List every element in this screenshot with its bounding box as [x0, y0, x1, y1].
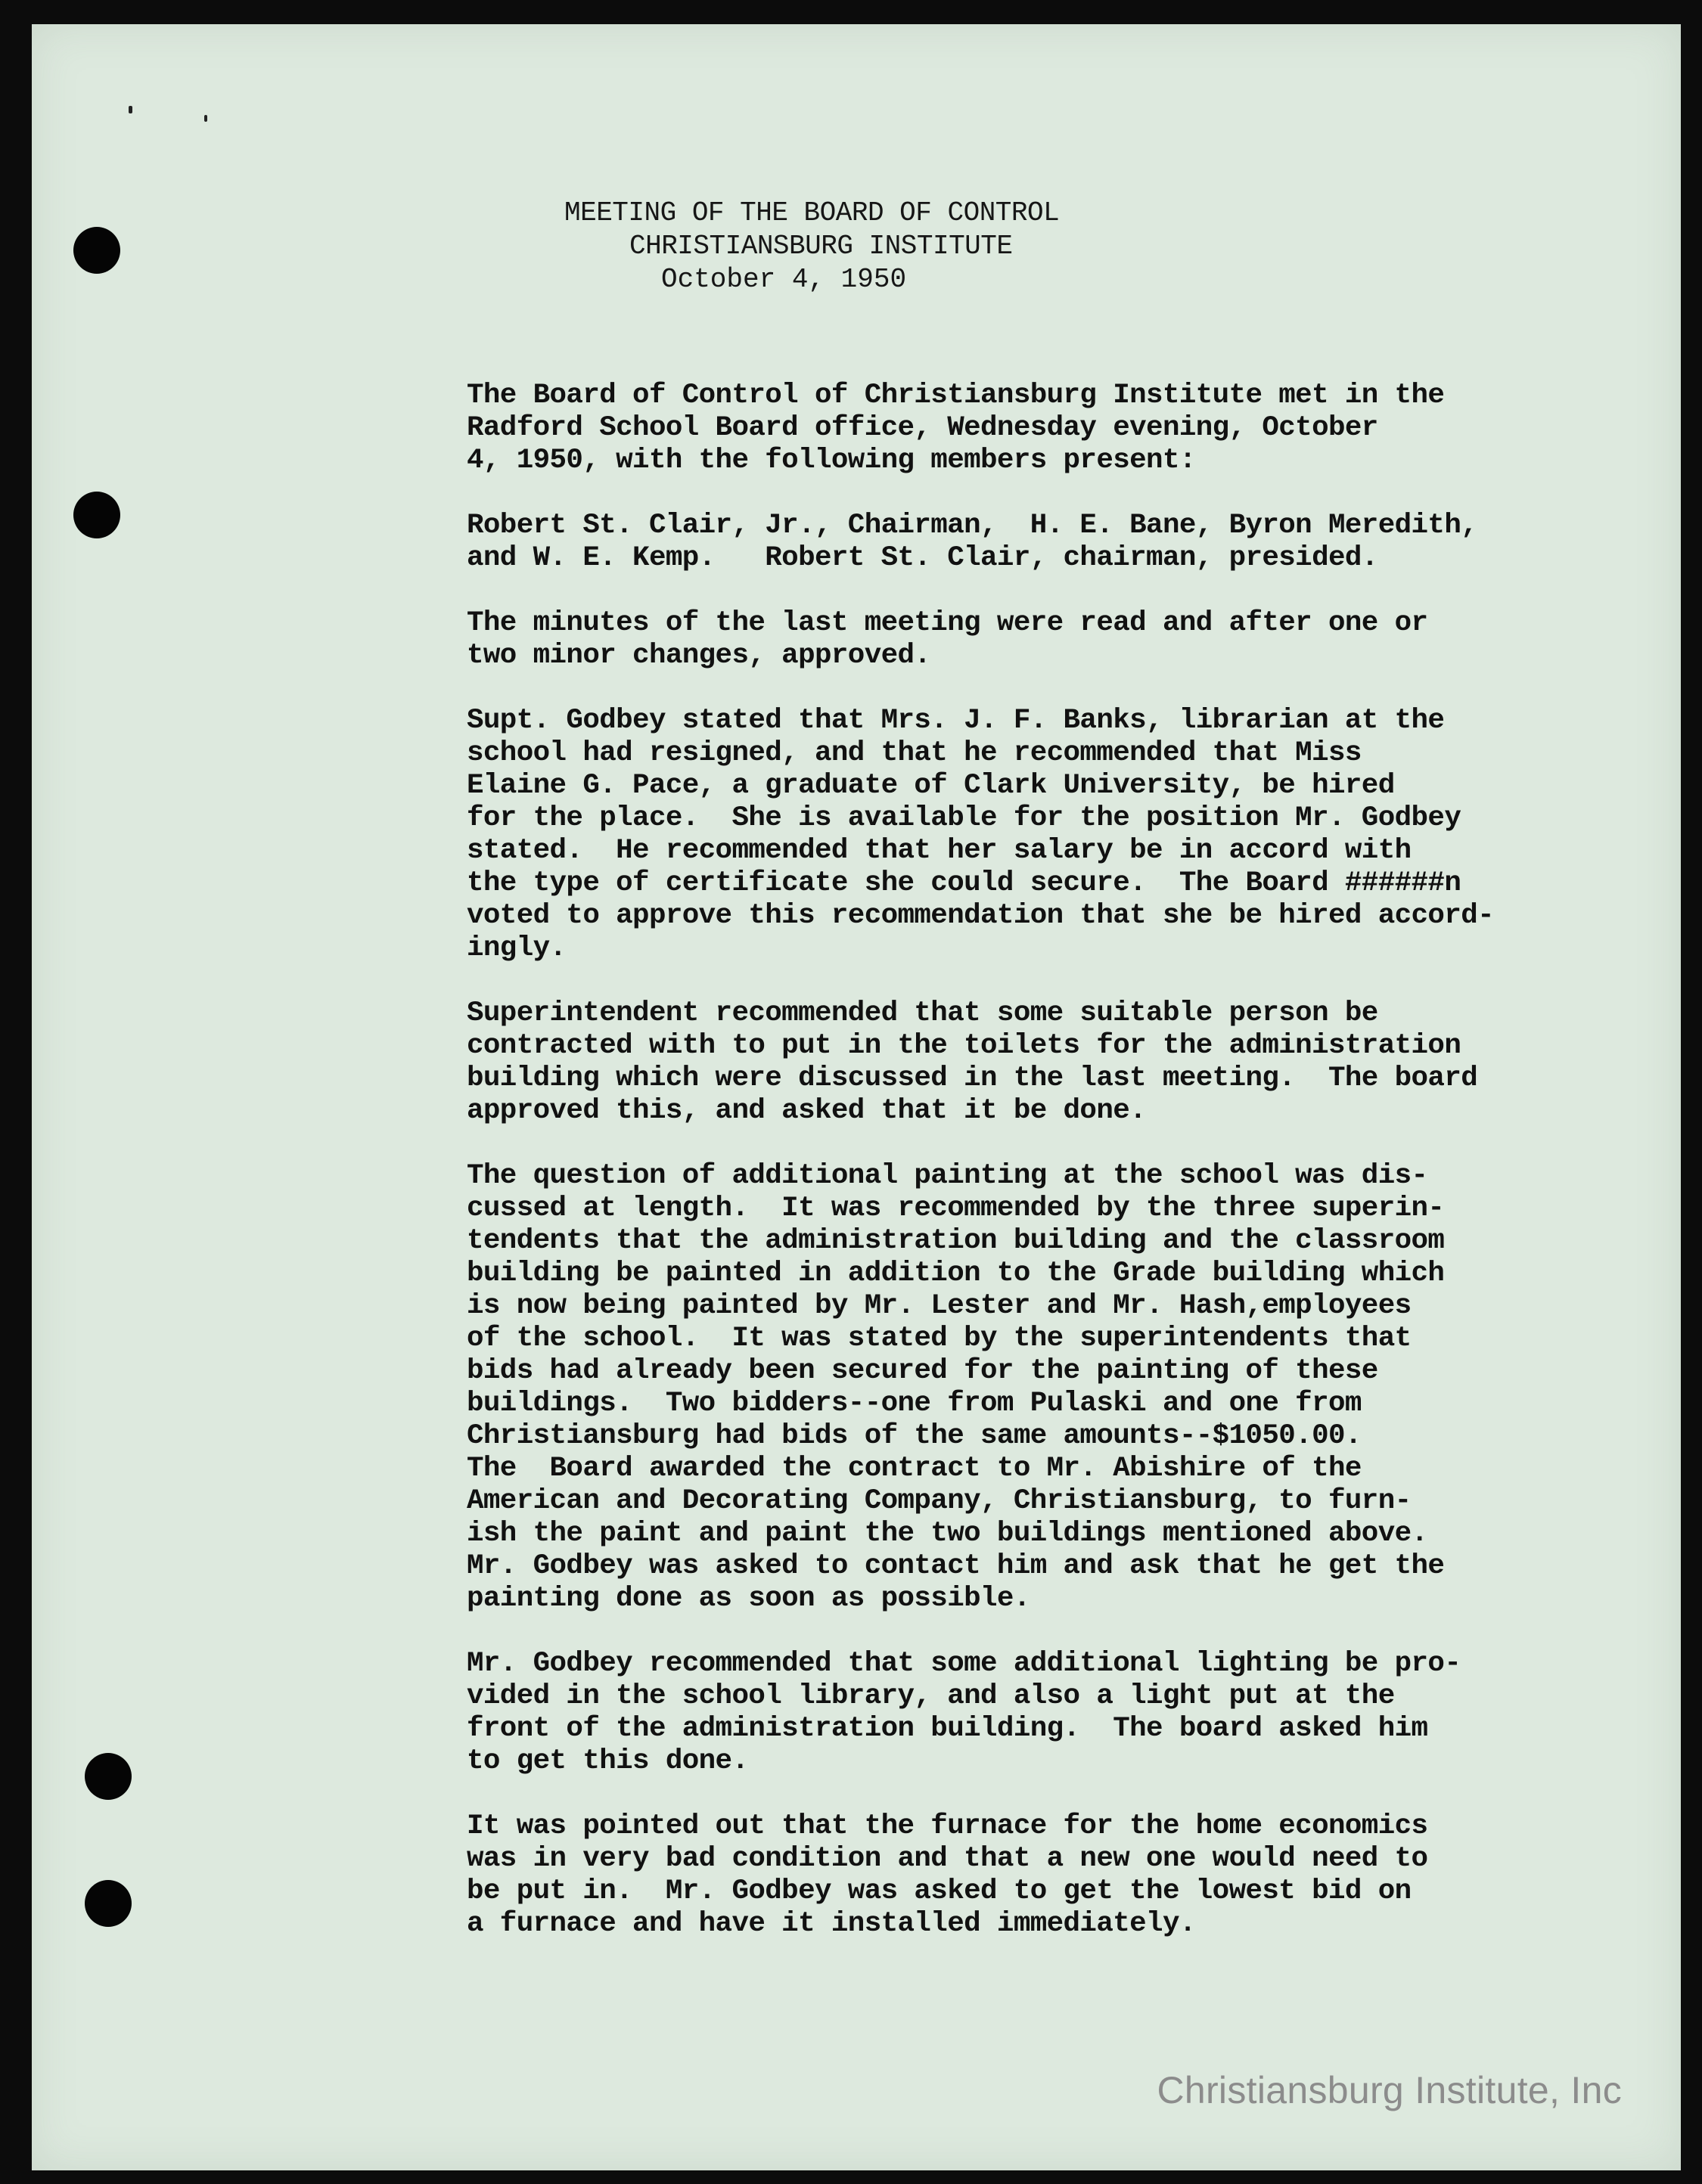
- text-line: building be painted in addition to the Grade building which: [467, 1258, 1445, 1289]
- minutes-paragraph: [467, 510, 1541, 575]
- paper-speck: [204, 115, 207, 122]
- text-line: vided in the school library, and also a light put at the: [467, 1680, 1395, 1712]
- punch-hole: [85, 1880, 132, 1927]
- text-line: buildings. Two bidders--one from Pulaski and one from: [467, 1388, 1362, 1419]
- text-line: The Board awarded the contract to Mr. Abishire of the: [467, 1453, 1362, 1484]
- text-line: 4, 1950, with the following members present:: [467, 445, 1196, 476]
- minutes-body: [467, 380, 1541, 1973]
- minutes-paragraph: [467, 705, 1541, 965]
- text-line: to get this done.: [467, 1745, 749, 1777]
- text-line: ingly.: [467, 932, 567, 964]
- punch-hole: [85, 1753, 132, 1800]
- text-line: The Board of Control of Christiansburg Institute met in the: [467, 380, 1445, 411]
- text-line: American and Decorating Company, Christiansburg, to furn-: [467, 1485, 1412, 1517]
- text-line: Robert St. Clair, Jr., Chairman, H. E. Bane, Byron Meredith,: [467, 510, 1478, 541]
- text-line: is now being painted by Mr. Lester and Mr. Hash,employees: [467, 1290, 1412, 1322]
- minutes-paragraph: [467, 1160, 1541, 1615]
- watermark: Christiansburg Institute, Inc: [1157, 2069, 1622, 2111]
- text-line: be put in. Mr. Godbey was asked to get the lowest bid on: [467, 1875, 1412, 1907]
- minutes-paragraph: [467, 380, 1541, 477]
- text-line: cussed at length. It was recommended by the three superin-: [467, 1193, 1445, 1224]
- punch-hole: [73, 492, 120, 538]
- text-line: Supt. Godbey stated that Mrs. J. F. Banks, librarian at the: [467, 705, 1445, 737]
- text-line: and W. E. Kemp. Robert St. Clair, chairman, presided.: [467, 542, 1378, 574]
- text-line: a furnace and have it installed immediately.: [467, 1908, 1196, 1940]
- text-line: two minor changes, approved.: [467, 640, 931, 672]
- text-line: tendents that the administration building and the classroom: [467, 1225, 1445, 1257]
- paper-speck: [129, 106, 132, 113]
- text-line: Mr. Godbey was asked to contact him and ask that he get the: [467, 1550, 1445, 1582]
- text-line: was in very bad condition and that a new one would need to: [467, 1843, 1428, 1875]
- text-line: Mr. Godbey recommended that some additional lighting be pro-: [467, 1648, 1461, 1680]
- text-line: Elaine G. Pace, a graduate of Clark University, be hired: [467, 770, 1395, 802]
- text-line: building which were discussed in the last meeting. The board: [467, 1063, 1478, 1094]
- text-line: approved this, and asked that it be done.: [467, 1095, 1147, 1127]
- text-line: It was pointed out that the furnace for the home economics: [467, 1810, 1428, 1842]
- text-line: Radford School Board office, Wednesday evening, October: [467, 412, 1378, 444]
- header-institution: CHRISTIANSBURG INSTITUTE: [629, 231, 1013, 262]
- text-line: The question of additional painting at the school was dis-: [467, 1160, 1428, 1192]
- minutes-paragraph: [467, 997, 1541, 1128]
- header-title: MEETING OF THE BOARD OF CONTROL: [564, 197, 1060, 228]
- text-line: stated. He recommended that her salary be in accord with: [467, 835, 1412, 867]
- minutes-paragraph: [467, 607, 1541, 672]
- text-line: contracted with to put in the toilets for the administration: [467, 1030, 1461, 1062]
- minutes-paragraph: [467, 1810, 1541, 1940]
- text-line: bids had already been secured for the painting of these: [467, 1355, 1378, 1387]
- text-line: school had resigned, and that he recommended that Miss: [467, 737, 1362, 769]
- text-line: of the school. It was stated by the superintendents that: [467, 1323, 1412, 1354]
- text-line: The minutes of the last meeting were read and after one or: [467, 607, 1428, 639]
- minutes-paragraph: [467, 1648, 1541, 1778]
- punch-hole: [73, 227, 120, 274]
- text-line: ish the paint and paint the two buildings mentioned above.: [467, 1518, 1428, 1550]
- document-page: [32, 24, 1681, 2170]
- text-line: for the place. She is available for the position Mr. Godbey: [467, 802, 1461, 834]
- text-line: the type of certificate she could secure. The Board ######n: [467, 867, 1461, 899]
- text-line: voted to approve this recommendation that she be hired accord-: [467, 900, 1495, 932]
- text-line: Christiansburg had bids of the same amounts--$1050.00.: [467, 1420, 1362, 1452]
- document-header: [486, 197, 1166, 296]
- text-line: front of the administration building. The board asked him: [467, 1713, 1428, 1745]
- text-line: painting done as soon as possible.: [467, 1583, 1030, 1615]
- text-line: Superintendent recommended that some suitable person be: [467, 997, 1378, 1029]
- header-date: October 4, 1950: [661, 264, 907, 295]
